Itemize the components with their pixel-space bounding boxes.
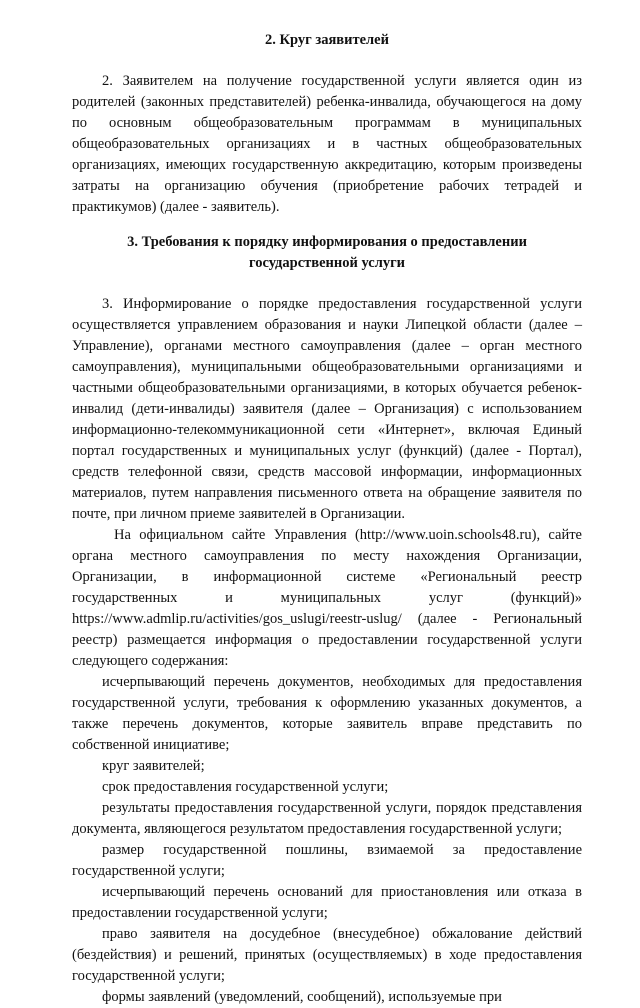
list-item-grounds: исчерпывающий перечень оснований для приостановления или отказа в предоставлении государственной услуги; [72, 884, 582, 921]
list-item-appeal: право заявителя на досудебное (внесудебное) обжалование действий (бездействия) и решений, принятых (осуществляемых) в ходе предоставления государственной услуги; [72, 926, 582, 984]
list-item-documents: исчерпывающий перечень документов, необходимых для предоставления государственной услуги, требования к оформлению указанных документов, а также перечень документов, которые заявитель вправе представить по собственной инициативе; [72, 674, 582, 753]
list-item-forms: формы заявлений (уведомлений, сообщений), используемые при [102, 989, 502, 1005]
section-2-heading: 2. Круг заявителей [265, 32, 389, 48]
section-3-paragraph-2: На официальном сайте Управления (http://www.uoin.schools48.ru), сайте органа местного самоуправления по месту нахождения Организации, Организации, в информационной системе «Региональный реестр государственных и муниципальных услуг (функций)» https://www.admlip.ru/activities/gos_uslugi/reestr-uslug/ (далее - Региональный реестр) размещается информация о предоставлении государственной услуги следующего содержания: [72, 527, 582, 669]
document-page [72, 30, 582, 1008]
section-3-heading: 3. Требования к порядку информирования о предоставлении государственной услуги [127, 234, 527, 271]
list-item-fee: размер государственной пошлины, взимаемой за предоставление государственной услуги; [72, 842, 582, 879]
list-item-results: результаты предоставления государственной услуги, порядок представления документа, являющегося результатом предоставления государственной услуги; [72, 800, 582, 837]
list-item-term: срок предоставления государственной услуги; [102, 779, 389, 795]
list-item-applicants: круг заявителей; [102, 758, 205, 774]
section-3-paragraph-1: 3. Информирование о порядке предоставления государственной услуги осуществляется управлением образования и науки Липецкой области (далее – Управление), органами местного самоуправления (далее – орган местного самоуправления), муниципальными общеобразовательными организациями и частными общеобразовательными организациями, в которых обучается ребенок-инвалид (дети-инвалиды) заявителя (далее – Организация) с использованием информационно-телекоммуникационной сети «Интернет», включая Единый портал государственных и муниципальных услуг (функций) (далее - Портал), средств телефонной связи, средств массовой информации, информационных материалов, путем направления письменного ответа на обращение заявителя по почте, при личном приеме заявителей в Организации. [72, 296, 582, 522]
section-2-paragraph: 2. Заявителем на получение государственной услуги является один из родителей (законных представителей) ребенка-инвалида, обучающегося на дому по основным общеобразовательным программам в муниципальных общеобразовательных организациях и в частных общеобразовательных организациях, имеющих государственную аккредитацию, которым произведены затраты на организацию обучения (приобретение рабочих тетрадей и практикумов) (далее - заявитель). [72, 73, 582, 215]
